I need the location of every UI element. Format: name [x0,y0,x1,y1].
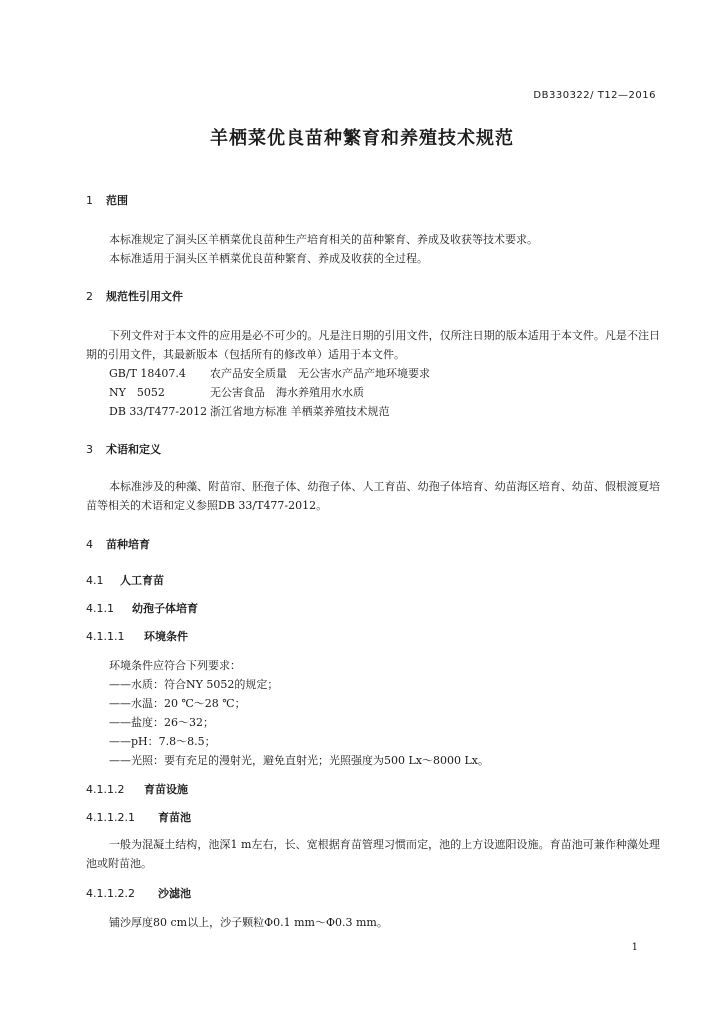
list-item: ——盐度：26～32； [109,716,214,729]
section-4-1-heading [86,574,660,588]
section-title: 幼孢子体培育 [132,602,198,615]
section-4-1-1-1-heading [86,630,660,644]
paragraph: 本标准规定了洞头区羊栖菜优良苗种生产培育相关的苗种繁育、养成及收获等技术要求。 [109,233,538,246]
section-number: 2 [86,290,93,303]
list-item: ——水质：符合NY 5052的规定； [109,678,279,691]
section-4-1-1-heading [86,602,660,616]
section-number: 4.1.1.2.2 [86,887,135,900]
section-title: 规范性引用文件 [106,290,183,303]
list-item: ——pH：7.8～8.5； [109,735,216,748]
section-title: 育苗池 [158,811,191,824]
section-2-body [86,326,660,421]
reference-item [86,364,660,383]
reference-name: 农产品安全质量 无公害水产品产地环境要求 [210,367,430,380]
section-number: 4 [86,538,93,551]
section-4-1-1-2-2-body [86,913,660,932]
section-number: 4.1.1 [86,602,114,615]
section-3-heading [86,443,660,457]
section-title: 环境条件 [144,630,188,643]
section-4-1-1-1-body [86,656,660,770]
section-title: 育苗设施 [144,783,188,796]
reference-code: GB/T 18407.4 [109,367,186,380]
section-title: 苗种培育 [106,538,150,551]
section-title: 范围 [106,194,128,207]
paragraph: 铺沙厚度80 cm以上，沙子颗粒Φ0.1 mm～Φ0.3 mm。 [109,916,388,929]
paragraph: 下列文件对于本文件的应用是必不可少的。凡是注日期的引用文件，仅所注日期的版本适用于本文件。凡是不注日期的引用文件，其最新版本（包括所有的修改单）适用于本文件。 [86,329,660,361]
section-number: 3 [86,443,93,456]
section-number: 1 [86,194,93,207]
paragraph: 一般为混凝土结构，池深1 m左右，长、宽根据育苗管理习惯而定，池的上方设遮阳设施。育苗池可兼作种藻处理池或附苗池。 [86,838,660,870]
list-item: 环境条件应符合下列要求： [109,659,241,672]
section-title: 术语和定义 [106,443,161,456]
reference-name: 浙江省地方标准 羊栖菜养殖技术规范 [210,405,390,418]
document-title: 羊栖菜优良苗种繁育和养殖技术规范 [210,128,514,149]
reference-name: 无公害食品 海水养殖用水水质 [210,386,364,399]
reference-item [86,402,660,421]
section-1-body [86,230,660,268]
section-4-1-1-2-1-heading [86,811,660,825]
section-1-heading [86,194,660,208]
list-item: ——水温：20 ℃～28 ℃； [109,697,246,710]
section-4-1-1-2-2-heading [86,887,660,901]
paragraph: 本标准涉及的种藻、附苗帘、胚孢子体、幼孢子体、人工育苗、幼孢子体培育、幼苗海区培育、幼苗、假根渡夏培苗等相关的术语和定义参照DB 33/T477-2012。 [86,480,660,512]
section-title: 沙滤池 [158,887,191,900]
reference-code: DB 33/T477-2012 [109,405,208,418]
reference-item [86,383,660,402]
list-item: ——光照：要有充足的漫射光，避免直射光；光照强度为500 Lx～8000 Lx。 [109,754,489,767]
section-number: 4.1.1.2 [86,783,125,796]
paragraph: 本标准适用于洞头区羊栖菜优良苗种繁育、养成及收获的全过程。 [109,252,428,265]
section-title: 人工育苗 [120,574,164,587]
page-number: 1 [631,942,638,953]
section-number: 4.1 [86,574,104,587]
section-3-body [86,477,660,515]
reference-code: NY 5052 [109,386,165,399]
section-4-heading [86,538,660,552]
section-2-heading [86,290,660,304]
section-number: 4.1.1.2.1 [86,811,135,824]
section-4-1-1-2-1-body [86,835,660,873]
section-number: 4.1.1.1 [86,630,125,643]
section-4-1-1-2-heading [86,783,660,797]
standard-code: DB330322/ T12—2016 [533,90,656,101]
